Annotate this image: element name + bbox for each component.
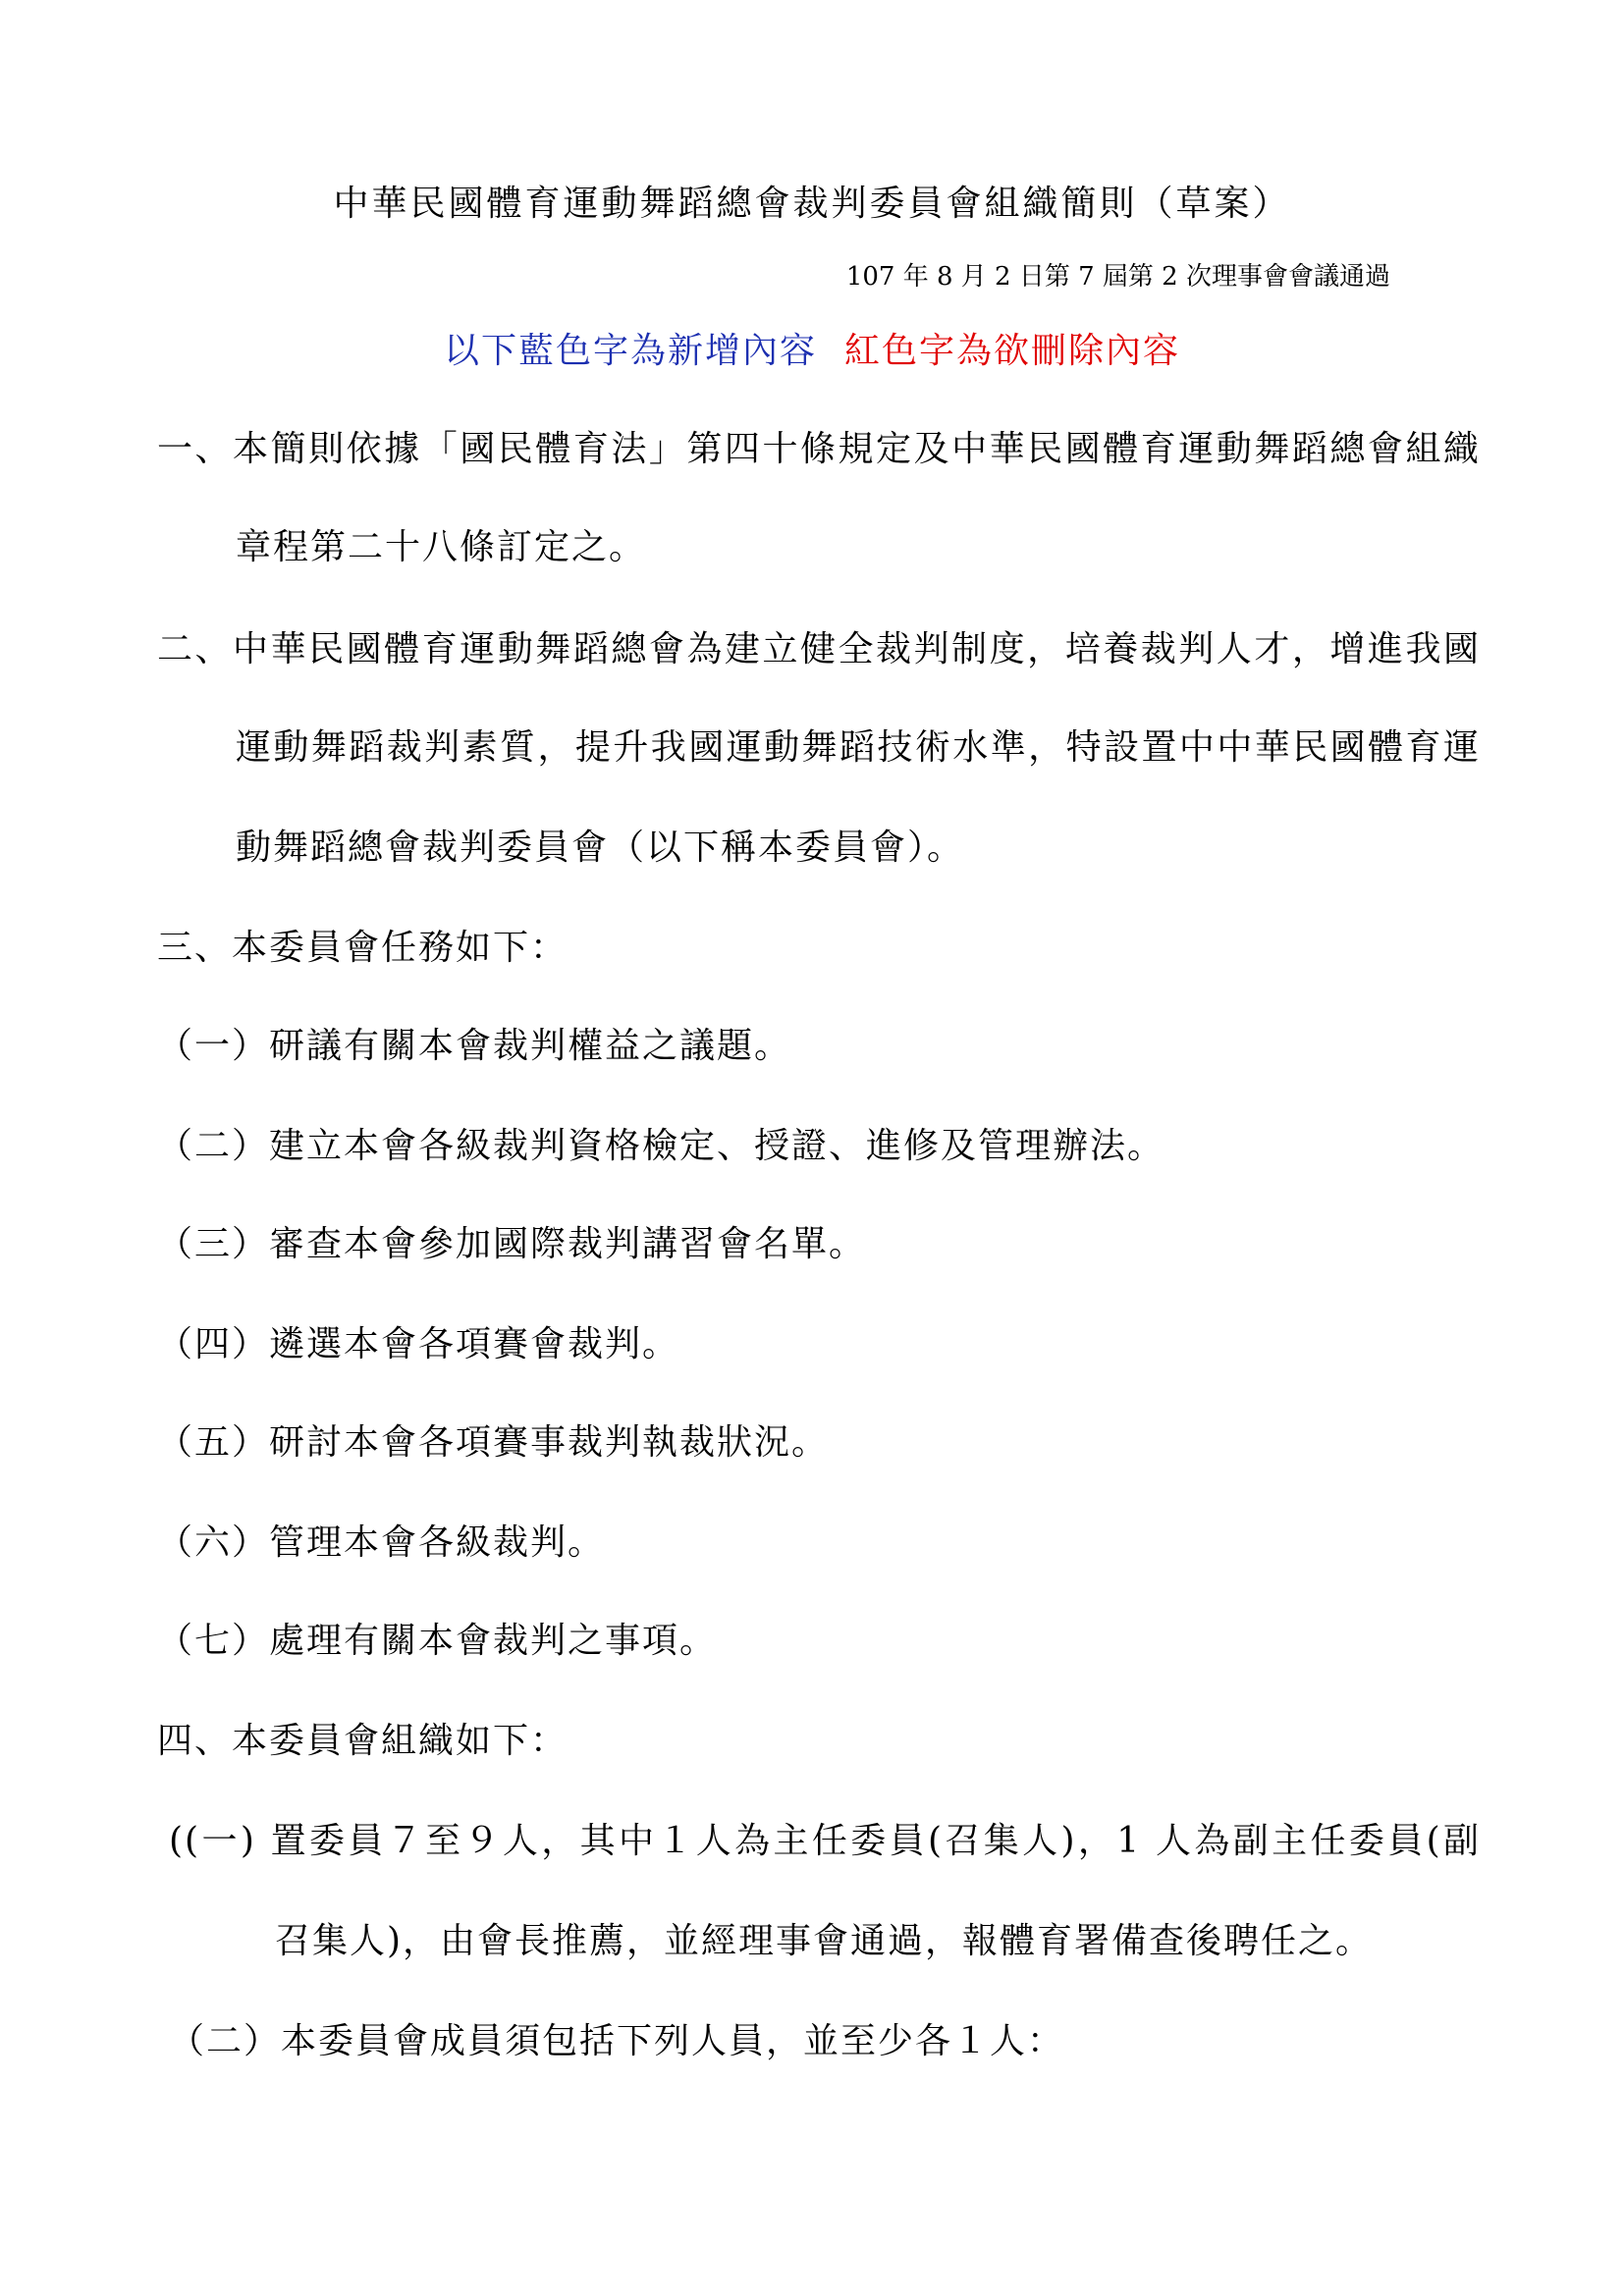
paragraph-line: 動舞蹈總會裁判委員會（以下稱本委員會）。 (236, 828, 965, 868)
list-item: （四）遴選本會各項賽會裁判。 (157, 1324, 680, 1364)
section-heading: 三、本委員會任務如下： (157, 928, 568, 968)
legend-red-text: 紅色字為欲刪除內容 (844, 331, 1181, 371)
paragraph-line: 一、本簡則依據「國民體育法」第四十條規定及中華民國體育運動舞蹈總會組織 (157, 429, 1481, 469)
document-title: 中華民國體育運動舞蹈總會裁判委員會組織簡則（草案） (333, 184, 1291, 224)
approval-note: 107 年 8 月 2 日第 7 屆第 2 次理事會會議通過 (845, 262, 1390, 292)
list-item-continuation: 召集人)，由會長推薦，並經理事會通過，報體育署備查後聘任之。 (275, 1921, 1374, 1961)
list-item: （七）處理有關本會裁判之事項。 (157, 1621, 718, 1661)
paragraph-line: 二、中華民國體育運動舞蹈總會為建立健全裁判制度，培養裁判人才，增進我國 (157, 629, 1481, 669)
list-item: ((一) 置委員７至９人，其中１人為主任委員(召集人)，1 人為副主任委員(副 (169, 1821, 1481, 1861)
section-heading: 四、本委員會組織如下： (157, 1721, 568, 1761)
list-item: （五）研討本會各項賽事裁判執裁狀況。 (157, 1422, 830, 1463)
list-item: （二）本委員會成員須包括下列人員，並至少各１人： (169, 2021, 1065, 2061)
list-item: （一）研議有關本會裁判權益之議題。 (157, 1026, 792, 1066)
list-item: （六）管理本會各級裁判。 (157, 1522, 606, 1563)
paragraph-line: 運動舞蹈裁判素質，提升我國運動舞蹈技術水準，特設置中中華民國體育運 (236, 727, 1481, 768)
legend-blue-text: 以下藍色字為新增內容 (443, 331, 817, 371)
paragraph-line: 章程第二十八條訂定之。 (236, 527, 647, 567)
color-legend (0, 330, 1624, 373)
list-item: （二）建立本會各級裁判資格檢定、授證、進修及管理辦法。 (157, 1126, 1165, 1166)
list-item: （三）審查本會參加國際裁判講習會名單。 (157, 1224, 867, 1264)
